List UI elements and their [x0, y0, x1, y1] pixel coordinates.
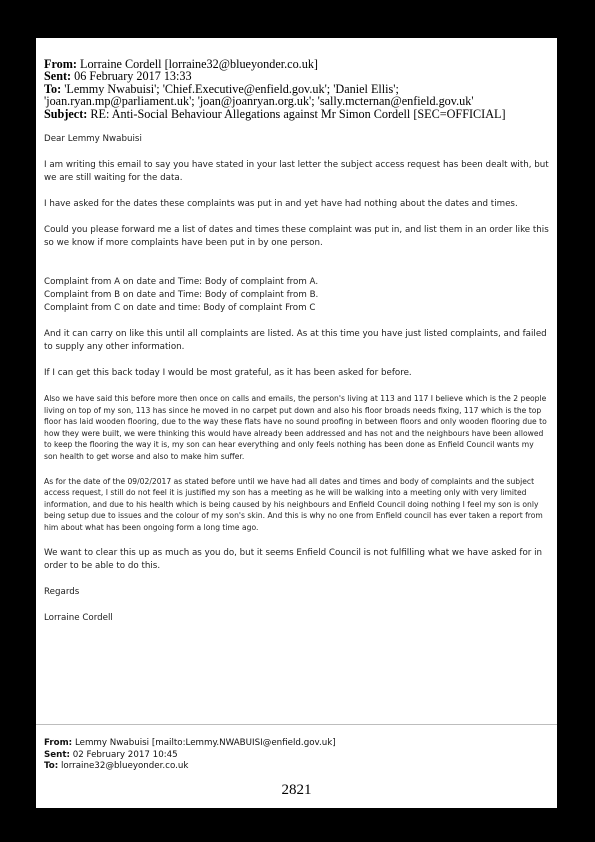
subject-value: RE: Anti-Social Behaviour Allegations against Mr Simon Cordell [SEC=OFFICIAL] [90, 106, 506, 121]
quoted-from-label: From: [44, 738, 73, 748]
complaint-line-c: Complaint from C on date and time: Body of complaint From C [44, 303, 316, 313]
paragraph-2: I have asked for the dates these complaints was put in and yet have had nothing about the dates and times. [44, 199, 518, 209]
from-value: Lorraine Cordell [lorraine32@blueyonder.co.uk] [80, 57, 318, 71]
quoted-from-line [44, 738, 549, 750]
divider [36, 724, 557, 725]
subject-label: Subject: [44, 106, 88, 121]
quoted-from-value: Lemmy Nwabuisi [mailto:Lemmy.NWABUISI@enfield.gov.uk] [74, 738, 336, 748]
email-body [44, 133, 549, 625]
to-label: To: [44, 81, 62, 96]
paragraph-4: And it can carry on like this until all complaints are listed. As at this time you have just listed complaints, and failed to supply any other information. [44, 329, 547, 352]
to-value-1: 'Lemmy Nwabuisi'; 'Chief.Executive@enfield.gov.uk'; 'Daniel Ellis'; [64, 81, 399, 96]
paragraph-8: We want to clear this up as much as you do, but it seems Enfield Council is not fulfilling what we have asked for in order to be able to do this. [44, 547, 543, 571]
paragraph-6: Also we have said this before more then once on calls and emails, the person's living at 113 and 117 I believe which is the 2 people living on top of my son, 113 has since he moved in no carpet put down and also his floor broads needs fixing, 117 which is the top floor has laid wooden flooring, due to the way these flats have no sound proofing in between floors and only wooden flooring due to how they were built, we were thinking this would have already been addressed and has not and the neighbours have been allowed to keep the flooring the way it is, my son can hear everything and only feels nothing has been done as Enfield Council wants my son health to get worse and also to make him suffer. [44, 394, 547, 461]
paragraph-5: If I can get this back today I would be most grateful, as it has been asked for before. [44, 368, 412, 378]
quoted-sent-label: Sent: [44, 749, 70, 760]
quoted-to-value: lorraine32@blueyonder.co.uk [60, 761, 189, 771]
sent-value: 06 February 2017 13:33 [74, 69, 192, 84]
to-value-2: 'joan.ryan.mp@parliament.uk'; 'joan@joanryan.org.uk'; 'sally.mcternan@enfield.gov.uk' [44, 94, 474, 109]
email-header [44, 58, 549, 120]
paragraph-1: I am writing this email to say you have stated in your last letter the subject access request has been dealt with, but we are still waiting for the data. [44, 160, 549, 183]
page-number: 2821 [281, 782, 312, 798]
quoted-email-header [44, 738, 549, 773]
document-page [36, 38, 557, 808]
sent-label: Sent: [44, 69, 72, 84]
subject-line [44, 108, 549, 120]
paragraph-3: Could you please forward me a list of dates and times these complaint was put in, and list them in an order like this so we know if more complaints have been put in by one person. [44, 225, 549, 248]
complaint-line-a: Complaint from A on date and Time: Body of complaint from A. [44, 277, 319, 287]
quoted-to-line [44, 761, 549, 773]
regards: Regards [44, 586, 80, 597]
quoted-sent-value: 02 February 2017 10:45 [72, 749, 178, 760]
greeting: Dear Lemmy Nwabuisi [44, 134, 142, 144]
paragraph-7: As for the date of the 09/02/2017 as stated before until we have had all dates and times and body of complaints and the subject access request, I still do not feel it is justified my son has a meeting as he will be walking into a meeting only with very limited information, and due to his health which is being caused by his neighbours and Enfield Council doing nothing I feel my son is only being setup due to issues and the colour of my son's skin. And this is why no one from Enfield council has ever taken a report from him about what has been ongoing form a long time ago. [44, 476, 543, 532]
quoted-sent-line [44, 750, 549, 762]
from-label: From: [44, 57, 77, 71]
quoted-to-label: To: [44, 761, 59, 771]
signature: Lorraine Cordell [44, 612, 113, 623]
complaint-line-b: Complaint from B on date and Time: Body of complaint from B. [44, 290, 319, 300]
